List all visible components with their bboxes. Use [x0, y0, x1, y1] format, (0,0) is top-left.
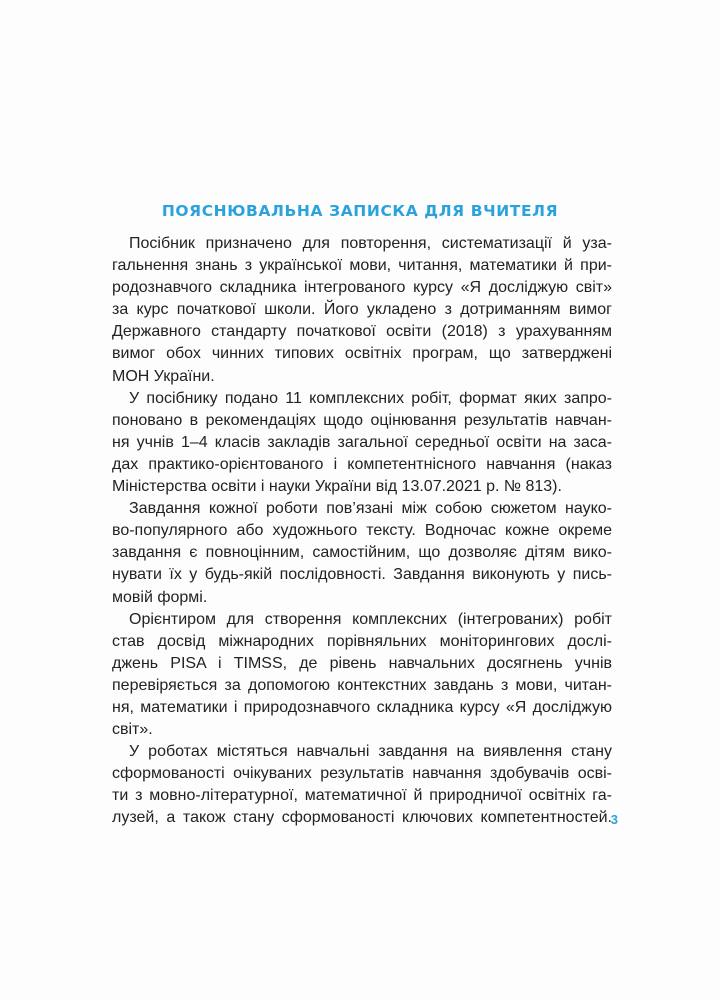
text-line: за курс початкової школи. Його укладено з дотриманням вимог: [112, 301, 612, 319]
text-line: Державного стандарту початкової освіти (2018) з урахуванням: [112, 323, 612, 341]
text-line: во-популярного або художнього тексту. Водночас кожне окреме: [112, 522, 612, 540]
text-line: джень PISA і TIMSS, де рівень навчальних досягнень учнів: [112, 654, 612, 672]
text-line: дах практико-орієнтованого і компетентнісного навчання (наказ: [112, 455, 612, 473]
text-line: сформованості очікуваних результатів навчання здобувачів осві-: [112, 765, 612, 783]
text-line: нувати їх у будь-якій послідовності. Завдання виконують у пись-: [112, 566, 612, 584]
text-line: мовій формі.: [112, 588, 208, 606]
text-line: У посібнику подано 11 комплексних робіт, формат яких запро-: [129, 389, 612, 407]
text-line: поновано в рекомендаціях щодо оцінювання результатів навчан-: [112, 411, 612, 429]
text-line: Міністерства освіти і науки України від 13.07.2021 р. № 813).: [112, 478, 562, 496]
paragraph-1: [112, 233, 612, 388]
text-line: Завдання кожної роботи пов’язані між собою сюжетом науко-: [129, 500, 612, 518]
page-number: 3: [610, 812, 618, 827]
text-line: перевіряється за допомогою контекстних завдань з мови, читан-: [112, 676, 612, 694]
text-line: ня учнів 1–4 класів закладів загальної середньої освіти на заса-: [112, 433, 612, 451]
text-line: родознавчого складника інтегрованого курсу «Я досліджую світ»: [112, 279, 612, 297]
paragraph-2: [112, 388, 612, 498]
paragraph-5: [112, 741, 612, 829]
text-line: завдання є повноцінним, самостійним, що дозволяє дітям вико-: [112, 544, 612, 562]
text-line: ня, математики і природознавчого складника курсу «Я досліджую: [112, 698, 612, 716]
text-line: став досвід міжнародних порівняльних моніторингових дослі-: [112, 632, 612, 650]
text-line: Посібник призначено для повторення, систематизації й уза-: [129, 235, 612, 252]
text-line: вимог обох чинних типових освітніх програм, що затверджені: [112, 345, 612, 363]
text-line: МОН України.: [112, 367, 215, 385]
text-line: лузей, а також стану сформованості ключових компетентностей.: [112, 809, 612, 827]
text-line: Орієнтиром для створення комплексних (інтегрованих) робіт: [129, 610, 612, 628]
paragraph-3: [112, 498, 612, 608]
text-line: ти з мовно-літературної, математичної й природничої освітніх га-: [112, 787, 612, 805]
text-line: У роботах містяться навчальні завдання на виявлення стану: [129, 743, 612, 761]
text-line: гальнення знань з української мови, читання, математики й при-: [112, 257, 612, 275]
paragraph-4: [112, 609, 612, 742]
body-text: [112, 233, 612, 830]
text-line: світ».: [112, 721, 153, 739]
page-title: ПОЯСНЮВАЛЬНА ЗАПИСКА ДЛЯ ВЧИТЕЛЯ: [161, 202, 559, 220]
